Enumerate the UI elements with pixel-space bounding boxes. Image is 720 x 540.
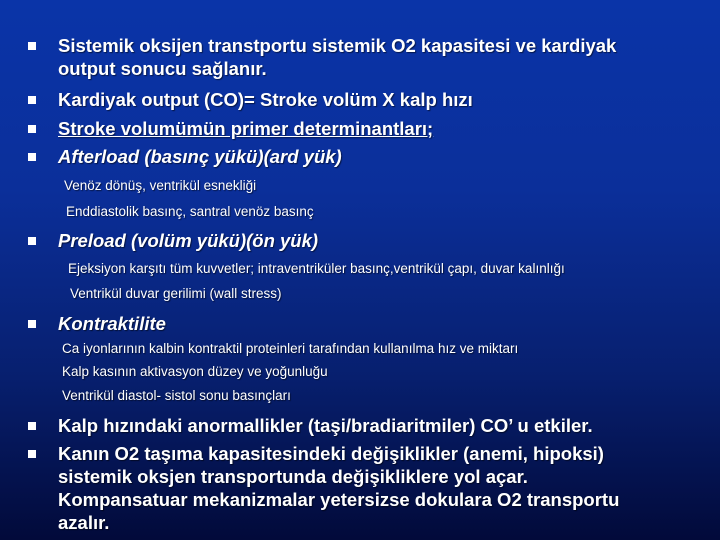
sub-text-afterload-2: Enddiastolik basınç, santral venöz basınç [66, 204, 314, 219]
bullet-text-afterload: Afterload (basınç yükü)(ard yük) [58, 146, 342, 167]
square-bullet-icon [28, 237, 36, 245]
sub-text-preload-1: Ejeksiyon karşıtı tüm kuvvetler; intraventriküler basınç,ventrikül çapı, duvar kalınlığı [68, 261, 565, 276]
bullet-text-cardiac-output: Kardiyak output (CO)= Stroke volüm X kalp hızı [58, 89, 473, 110]
sub-text-kontraktilite-3: Ventrikül diastol- sistol sonu basınçları [62, 388, 291, 403]
bullet-text-oxygen-transport [58, 34, 616, 80]
square-bullet-icon [28, 320, 36, 328]
sub-text-preload-2: Ventrikül duvar gerilimi (wall stress) [70, 286, 282, 301]
bullet-text-line: azalır. [58, 512, 110, 533]
square-bullet-icon [28, 450, 36, 458]
square-bullet-icon [28, 96, 36, 104]
bullet-text-determinants: Stroke volumümün primer determinantları; [58, 118, 434, 139]
bullet-text-oxygen-capacity [58, 442, 619, 534]
bullet-text-line: output sonucu sağlanır. [58, 58, 267, 79]
bullet-text-line: Kompansatuar mekanizmalar yetersizse dokulara O2 transportu [58, 489, 620, 510]
square-bullet-icon [28, 125, 36, 133]
bullet-text-line: sistemik oksjen transportunda değişikliklere yol açar. [58, 466, 528, 487]
square-bullet-icon [28, 422, 36, 430]
sub-text-afterload-1: Venöz dönüş, ventrikül esnekliği [64, 178, 257, 193]
bullet-text-heart-rate: Kalp hızındaki anormallikler (taşi/bradiaritmiler) CO’ u etkiler. [58, 415, 593, 436]
bullet-text-kontraktilite: Kontraktilite [58, 313, 166, 334]
square-bullet-icon [28, 153, 36, 161]
sub-text-kontraktilite-2: Kalp kasının aktivasyon düzey ve yoğunluğu [62, 364, 328, 379]
square-bullet-icon [28, 42, 36, 50]
bullet-text-line: Kanın O2 taşıma kapasitesindeki değişiklikler (anemi, hipoksi) [58, 443, 604, 464]
bullet-text-line: Sistemik oksijen transtportu sistemik O2 kapasitesi ve kardiyak [58, 35, 617, 56]
bullet-text-preload: Preload (volüm yükü)(ön yük) [58, 230, 319, 251]
sub-text-kontraktilite-1: Ca iyonlarının kalbin kontraktil proteinleri tarafından kullanılma hız ve miktarı [62, 341, 519, 356]
